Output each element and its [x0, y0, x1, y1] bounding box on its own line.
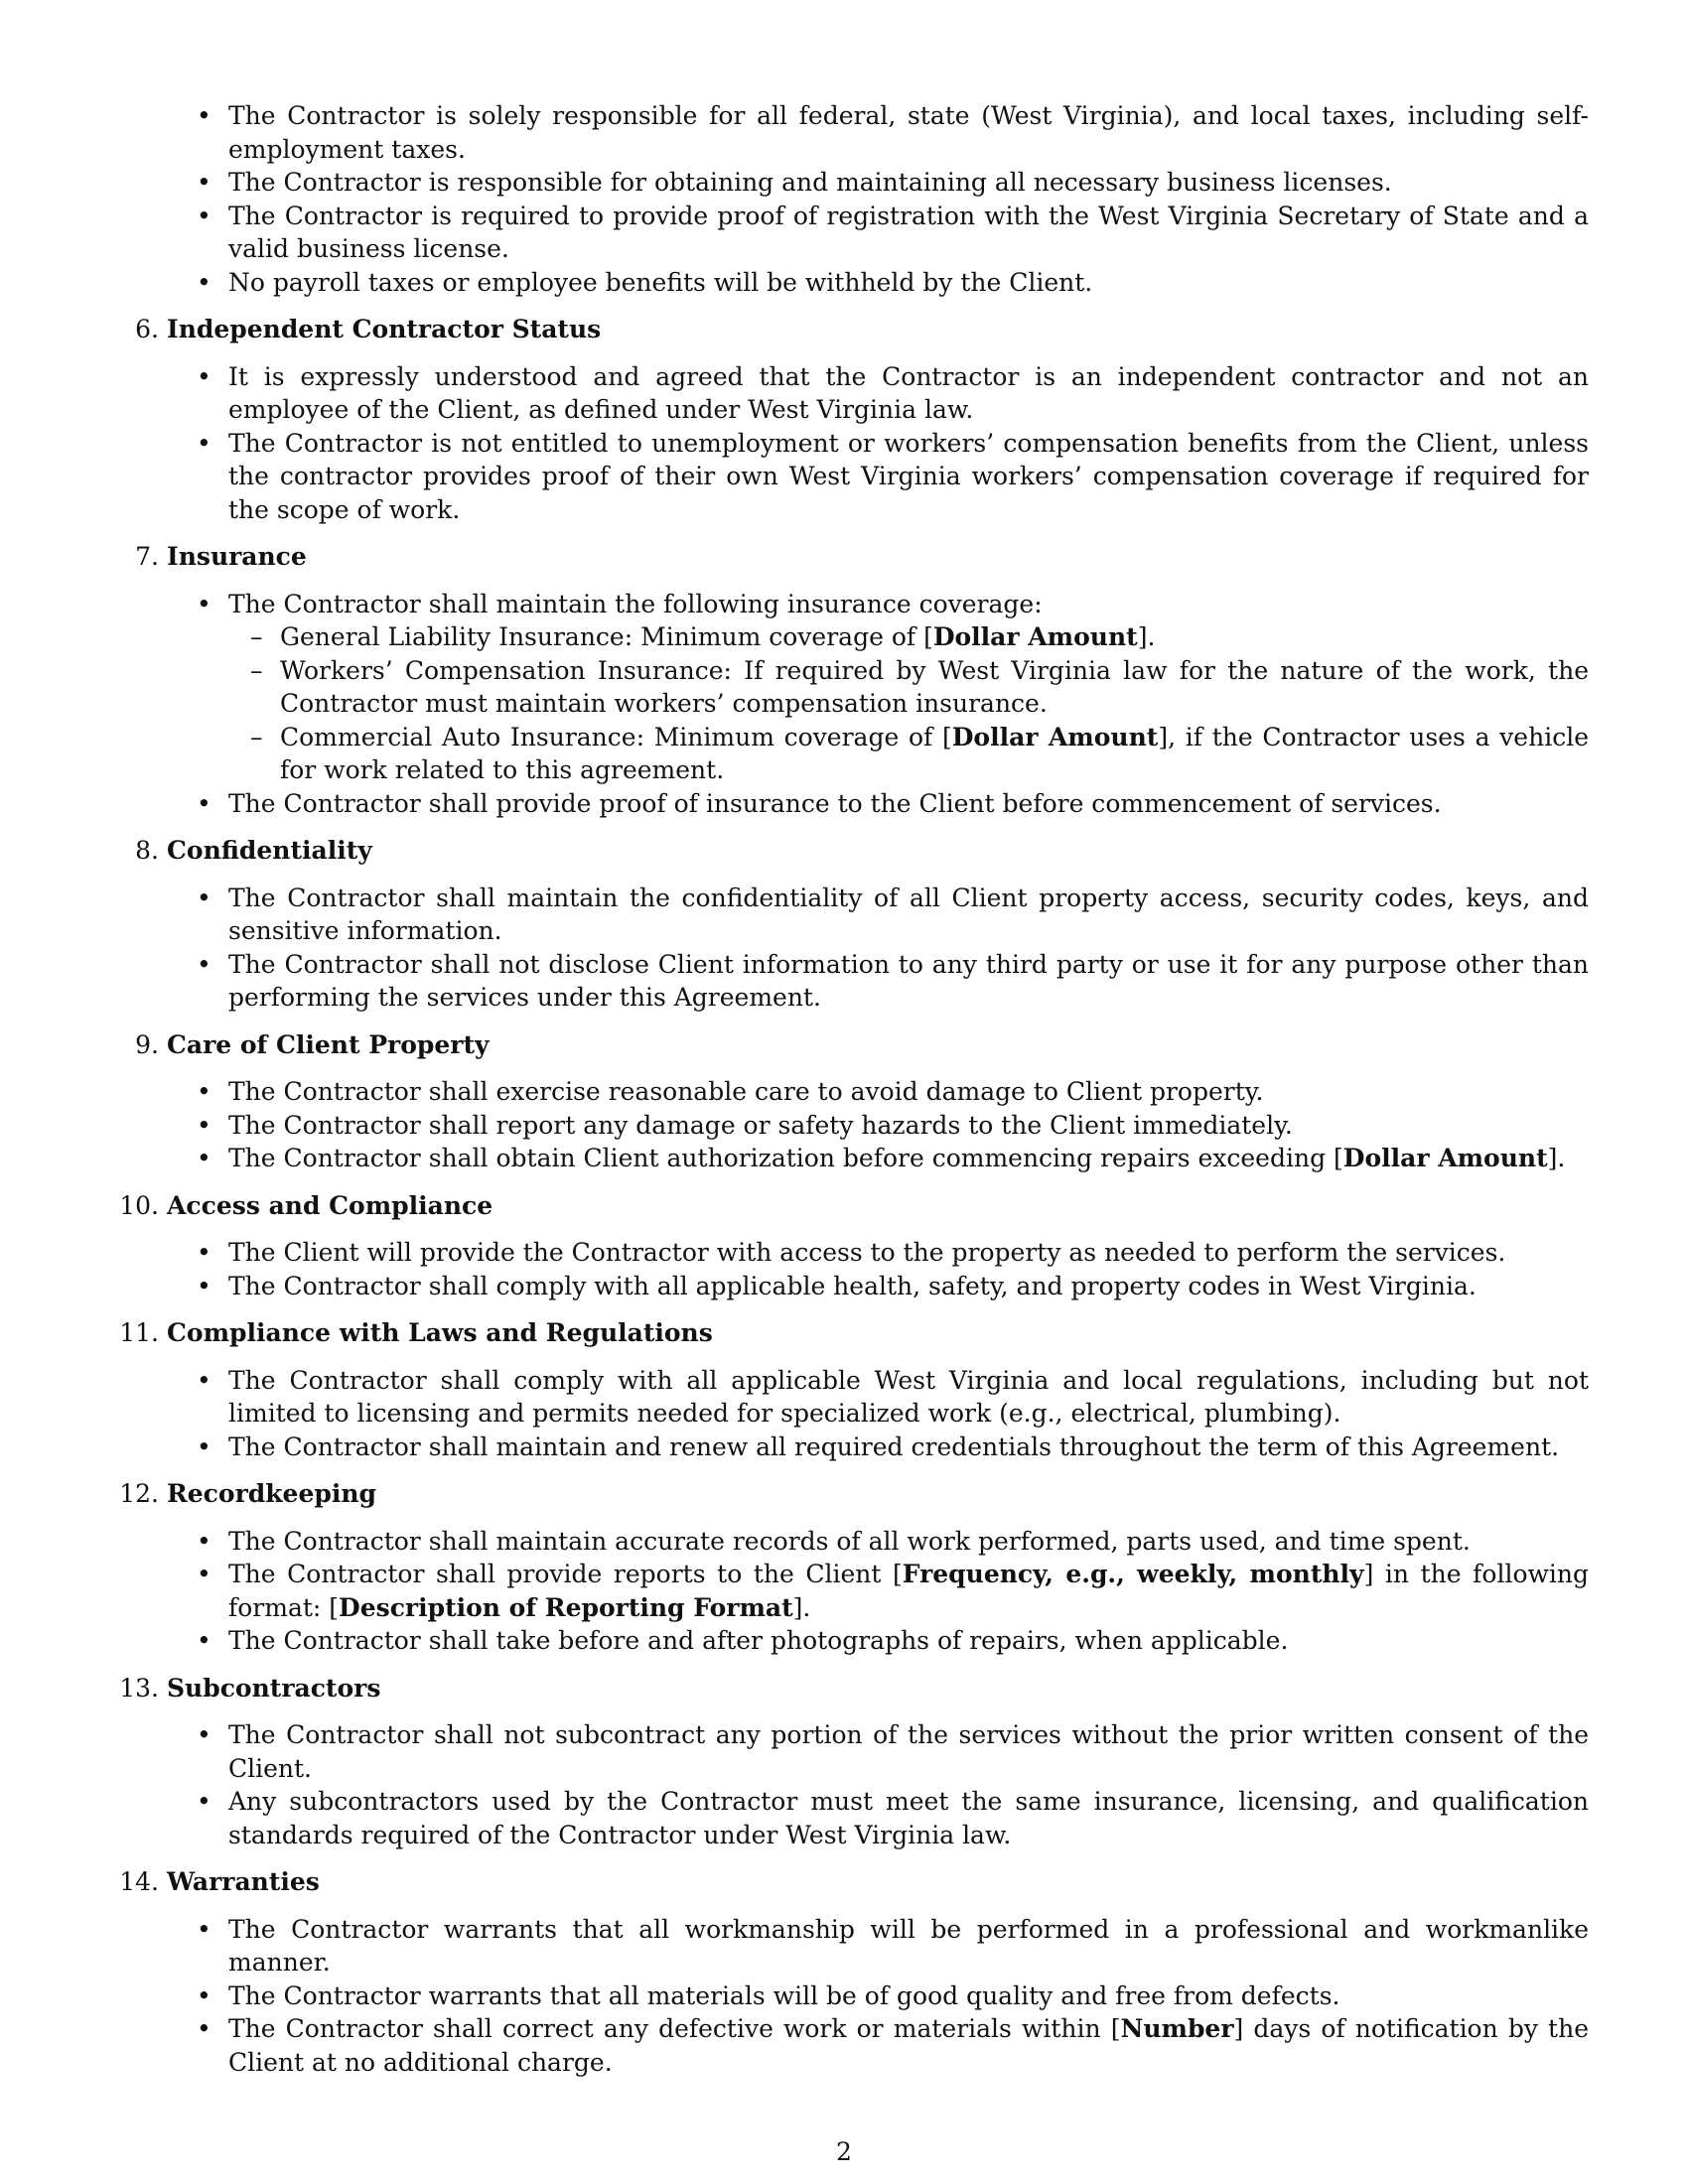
list-item: • The Contractor shall provide proof of insurance to the Client before commencement of services.	[167, 787, 1589, 821]
section-number: 12.	[119, 1479, 159, 1508]
text: ] in the following format: [	[228, 1560, 1589, 1622]
section-number: 11.	[119, 1318, 159, 1347]
section-heading	[119, 1672, 1589, 1706]
section-heading	[135, 1028, 1589, 1062]
list-item: • The Contractor warrants that all workmanship will be performed in a professional and workmanlike manner.	[167, 1913, 1589, 1979]
section-number: 9.	[135, 1029, 159, 1059]
section-heading	[135, 313, 1589, 346]
section-list	[167, 1913, 1589, 2080]
text: Commercial Auto Insurance: Minimum coverage of [	[280, 722, 952, 751]
text: The Contractor shall provide reports to the Client [	[228, 1560, 903, 1588]
section-title: Subcontractors	[167, 1673, 381, 1703]
text: ], if the Contractor uses a vehicle for work related to this agreement.	[280, 722, 1589, 784]
list-item: • The Contractor shall maintain and renew all required credentials throughout the term of this Agreement.	[167, 1431, 1589, 1464]
placeholder-field: Dollar Amount	[1342, 1144, 1548, 1172]
list-item	[167, 2012, 1589, 2079]
list-item: • The Contractor is responsible for obtaining and maintaining all necessary business licenses.	[167, 166, 1589, 200]
list-item: • The Contractor is required to provide proof of registration with the West Virginia Secretary of State and a valid business license.	[167, 200, 1589, 266]
placeholder-field: Dollar Amount	[951, 722, 1159, 751]
list-item: • The Contractor shall comply with all applicable health, safety, and property codes in West Virginia.	[167, 1270, 1589, 1303]
placeholder-field: Number	[1120, 2014, 1234, 2043]
section-number: 10.	[119, 1190, 159, 1220]
section-access-compliance	[119, 1189, 1589, 1303]
section-heading	[119, 1189, 1589, 1223]
list-item: • No payroll taxes or employee benefits will be withheld by the Client.	[167, 266, 1589, 300]
section-heading	[119, 1865, 1589, 1899]
section-number: 7.	[135, 542, 159, 571]
text: ].	[1547, 1144, 1566, 1172]
section-confidentiality	[135, 834, 1589, 1015]
list-item: • The Contractor is solely responsible for all federal, state (West Virginia), and local taxes, including self-employment taxes.	[167, 99, 1589, 166]
section-list	[167, 882, 1589, 1015]
list-item	[167, 1142, 1589, 1175]
text: ].	[792, 1592, 811, 1622]
list-item: • The Contractor shall maintain accurate records of all work performed, parts used, and time spent.	[167, 1525, 1589, 1559]
section-heading	[135, 540, 1589, 574]
text: ].	[1137, 622, 1156, 651]
text: ] days of notification by the Client at no additional charge.	[228, 2014, 1589, 2077]
page-number: 2	[836, 2137, 852, 2166]
text: General Liability Insurance: Minimum coverage of [	[280, 622, 933, 651]
list-item: • Any subcontractors used by the Contractor must meet the same insurance, licensing, and qualification standards required of the Contractor under West Virginia law.	[167, 1785, 1589, 1851]
section-title: Confidentiality	[167, 836, 372, 865]
section-laws-regulations	[119, 1316, 1589, 1463]
text: The Contractor shall obtain Client authorization before commencing repairs exceeding [	[228, 1144, 1343, 1172]
list-item: • The Contractor shall comply with all applicable West Virginia and local regulations, including but not limited to licensing and permits needed for specialized work (e.g., electrical, plumbing).	[167, 1364, 1589, 1431]
section-list	[167, 1718, 1589, 1851]
insurance-sublist	[228, 620, 1589, 787]
list-item: • The Contractor shall report any damage or safety hazards to the Client immediately.	[167, 1109, 1589, 1143]
placeholder-field: Frequency, e.g., weekly, monthly	[902, 1560, 1364, 1588]
section-list	[167, 1236, 1589, 1302]
section-title: Compliance with Laws and Regulations	[167, 1318, 713, 1347]
section-insurance	[135, 540, 1589, 820]
section-list	[167, 360, 1589, 527]
sublist-item	[228, 721, 1589, 787]
section-subcontractors	[119, 1672, 1589, 1852]
section-title: Independent Contractor Status	[167, 315, 602, 343]
section-care-of-property	[135, 1028, 1589, 1175]
section-list	[167, 588, 1589, 821]
section-title: Access and Compliance	[167, 1190, 493, 1220]
sublist-item	[228, 620, 1589, 654]
placeholder-field: Dollar Amount	[932, 622, 1138, 651]
section-number: 14.	[119, 1867, 159, 1896]
list-item: • It is expressly understood and agreed that the Contractor is an independent contractor and not an employee of the Client, as defined under West Virginia law.	[167, 360, 1589, 427]
section-number: 6.	[135, 315, 159, 343]
list-item: • The Contractor shall exercise reasonable care to avoid damage to Client property.	[167, 1075, 1589, 1109]
list-item	[167, 588, 1589, 787]
section-list	[167, 1075, 1589, 1175]
list-item: • The Contractor shall not disclose Client information to any third party or use it for any purpose other than performing the services under this Agreement.	[167, 948, 1589, 1015]
list-item: • The Contractor warrants that all materials will be of good quality and free from defects.	[167, 1979, 1589, 2013]
list-item: • The Contractor is not entitled to unemployment or workers’ compensation benefits from the Client, unless the contractor provides proof of their own West Virginia workers’ compensation coverage if required for the scope of work.	[167, 427, 1589, 527]
section-recordkeeping	[119, 1477, 1589, 1658]
section-list	[167, 1525, 1589, 1658]
section-number: 8.	[135, 836, 159, 865]
section-warranties	[119, 1865, 1589, 2079]
section-list	[167, 1364, 1589, 1464]
list-item	[167, 1558, 1589, 1624]
placeholder-field: Description of Reporting Format	[339, 1592, 793, 1622]
sublist-item: – Workers’ Compensation Insurance: If required by West Virginia law for the nature of the work, the Contractor must maintain workers’ compensation insurance.	[228, 654, 1589, 721]
section-title: Care of Client Property	[167, 1029, 490, 1059]
list-item: • The Client will provide the Contractor with access to the property as needed to perform the services.	[167, 1236, 1589, 1270]
document-body	[119, 99, 1589, 2079]
section-title: Recordkeeping	[167, 1479, 376, 1508]
list-item: • The Contractor shall maintain the confidentiality of all Client property access, security codes, keys, and sensitive information.	[167, 882, 1589, 948]
text: The Contractor shall correct any defective work or materials within [	[228, 2014, 1121, 2043]
insurance-intro: The Contractor shall maintain the following insurance coverage:	[228, 589, 1043, 618]
section-heading	[119, 1477, 1589, 1511]
list-item: • The Contractor shall not subcontract any portion of the services without the prior written consent of the Client.	[167, 1718, 1589, 1785]
list-item: • The Contractor shall take before and after photographs of repairs, when applicable.	[167, 1624, 1589, 1658]
section-title: Insurance	[167, 542, 307, 571]
section-heading	[119, 1316, 1589, 1350]
section-heading	[135, 834, 1589, 868]
section-independent-contractor	[135, 313, 1589, 526]
section-number: 13.	[119, 1673, 159, 1703]
tax-bullets	[167, 99, 1589, 299]
section-title: Warranties	[167, 1867, 320, 1896]
